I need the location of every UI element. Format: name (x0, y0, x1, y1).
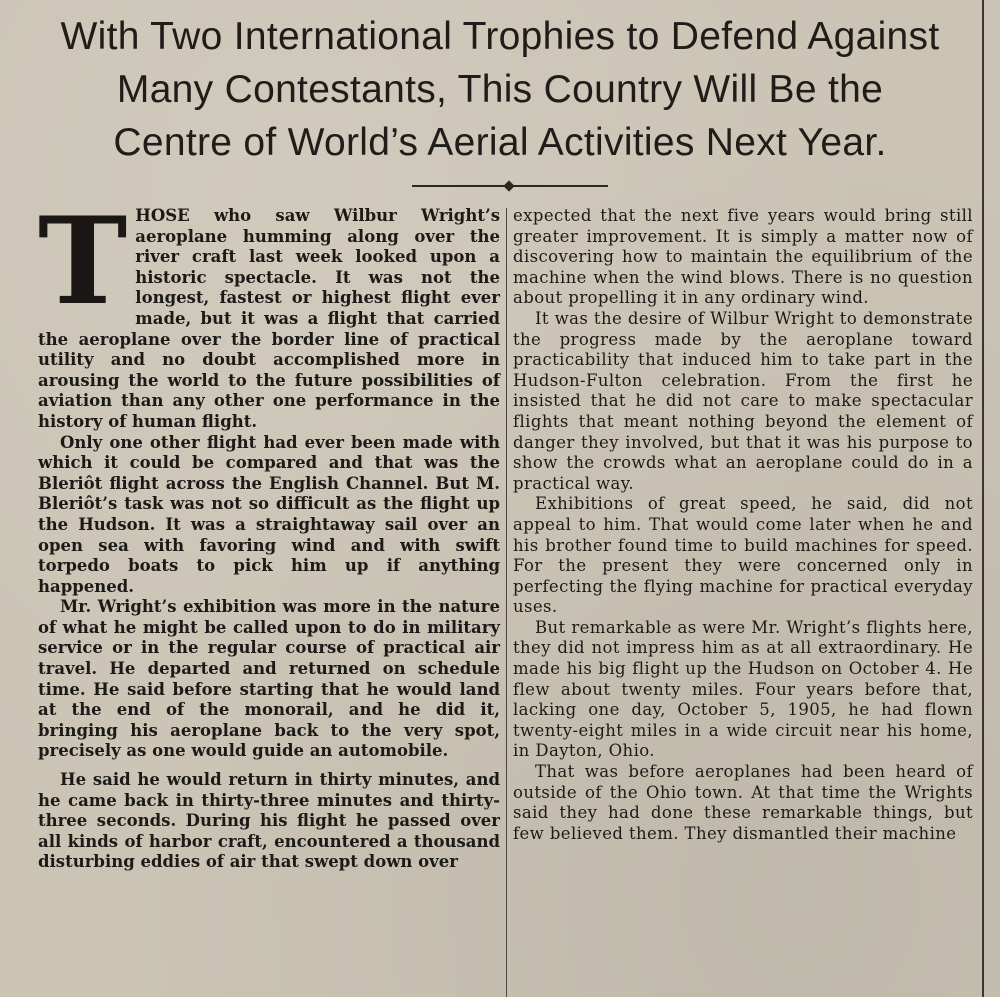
article-column-left (38, 191, 500, 873)
article-paragraph: Exhibitions of great speed, he said, did not appeal to him. That would come later when he and his brother found time to build machines for speed. For the present they were concerned only in perfecting the flying machine for practical everyday uses. (513, 494, 973, 617)
article-paragraph: It was the desire of Wilbur Wright to demonstrate the progress made by the aeroplane toward practicability that induced him to take part in the Hudson-Fulton celebration. From the first he insisted that he did not care to make spectacular flights that meant nothing beyond the element of danger they involved, but that it was his purpose to show the crowds what an aeroplane could do in a practical way. (513, 308, 973, 493)
paragraph-text: HOSE who saw Wilbur Wright’s aeroplane humming along over the river craft last week looked upon a historic spectacle. It was not the longest, fastest or highest flight ever made, but it was a flight that carried the aeroplane over the border line of practical utility and no doubt accomplished more in arousing the world to the future possibilities of aviation than any other one performance in the history of human flight. (38, 206, 500, 431)
headline (20, 10, 980, 169)
article-paragraph: He said he would return in thirty minutes, and he came back in thirty-three minutes and thirty-three seconds. During his flight he passed over all kinds of harbor craft, encountered a thousand disturbing eddies of air that swept down over (38, 770, 500, 872)
article-column-right (513, 206, 973, 844)
divider-ornament (503, 180, 514, 191)
article-paragraph: But remarkable as were Mr. Wright’s flights here, they did not impress him as at all extraordinary. He made his big flight up the Hudson on October 4. He flew about twenty miles. Four years before that, lacking one day, October 5, 1905, he had flown twenty-eight miles in a wide circuit near his home, in Dayton, Ohio. (513, 617, 973, 761)
headline-line-2: Many Contestants, This Country Will Be the (116, 68, 884, 111)
headline-line-3: Centre of World’s Aerial Activities Next Year. (113, 121, 887, 164)
drop-cap: T (38, 191, 128, 332)
column-rule (506, 208, 507, 997)
page-edge-rule (982, 0, 984, 997)
headline-line-1: With Two International Trophies to Defend Against (60, 15, 940, 58)
article-paragraph: Mr. Wright’s exhibition was more in the nature of what he might be called upon to do in military service or in the regular course of practical air travel. He departed and returned on schedule time. He said before starting that he would land at the end of the monorail, and he did it, bringing his aeroplane back to the very spot, precisely as one would guide an automobile. (38, 597, 500, 761)
article-paragraph: expected that the next five years would bring still greater improvement. It is simply a matter now of discovering how to maintain the equilibrium of the machine when the wind blows. There is no question about propelling it in any ordinary wind. (513, 206, 973, 308)
article-paragraph: Only one other flight had ever been made with which it could be compared and that was the Bleriôt flight across the English Channel. But M. Bleriôt’s task was not so difficult as the flight up the Hudson. It was a straightaway sail over an open sea with favoring wind and with swift torpedo boats to pick him up if anything happened. (38, 432, 500, 596)
article-paragraph: That was before aeroplanes had been heard of outside of the Ohio town. At that time the Wrights said they had done these remarkable things, but few believed them. They dismantled their machine (513, 762, 973, 843)
article-paragraph (38, 191, 500, 433)
